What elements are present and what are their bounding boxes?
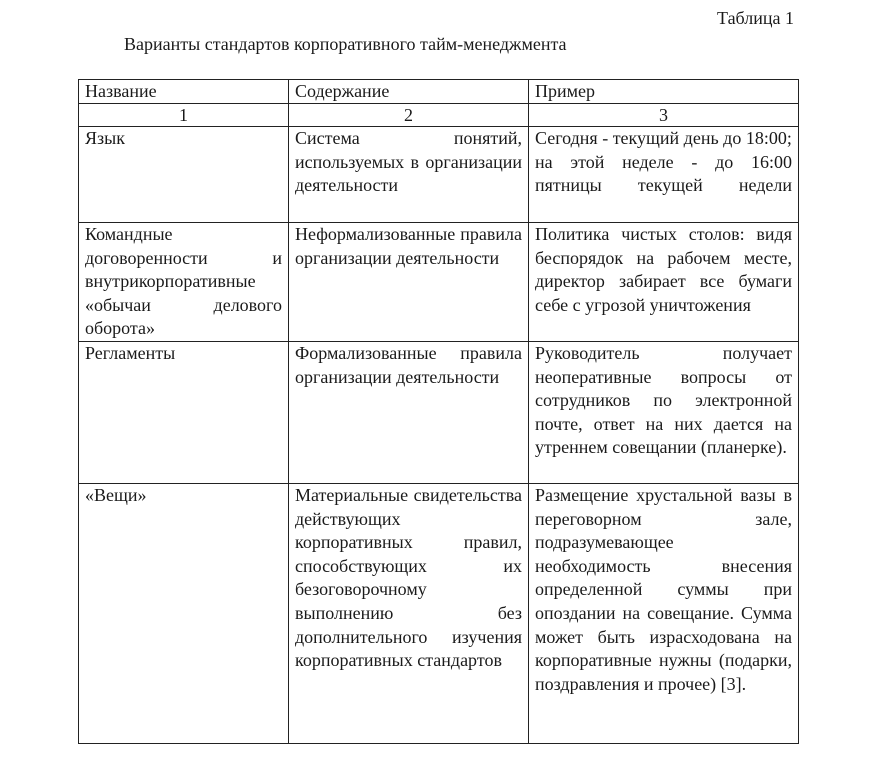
row-example-cell: Размещение хрустальной вазы в переговорном зале, подразумевающее необходимость внесения определенной суммы при опоздании на совещание. Сумма может быть израсходована на корпоративные нужны (подарки, поздравления и прочее) [3]. [529,483,799,743]
column-header-example: Пример [529,80,799,104]
row-content-cell: Система понятий, используемых в организации деятельности [289,127,529,223]
row-name-cell: Командные договоренности и внутрикорпоративные «обычаи делового оборота» [79,223,289,342]
table-row [79,223,799,342]
column-header-content: Содержание [289,80,529,104]
table-header-row [79,80,799,104]
table-row [79,127,799,223]
row-name-cell: Регламенты [79,341,289,483]
row-example-cell: Политика чистых столов: видя беспорядок на рабочем месте, директор забирает все бумаги себе с угрозой уничтожения [529,223,799,342]
column-number: 2 [289,104,529,127]
example-line: на этой неделе - до 16:00 пятницы текущей недели [535,151,792,196]
row-name-cell: Язык [79,127,289,223]
row-content-cell: Материальные свидетельства действующих корпоративных правил, способствующих их безоговорочному выполнению без дополнительного изучения корпоративных стандартов [289,483,529,743]
table-row [79,341,799,483]
row-content-cell: Формализованные правила организации деятельности [289,341,529,483]
row-content-cell: Неформализованные правила организации деятельности [289,223,529,342]
table-title: Варианты стандартов корпоративного тайм-менеджмента [124,34,567,54]
row-example-cell [529,127,799,223]
column-number: 1 [79,104,289,127]
column-header-name: Название [79,80,289,104]
table-row [79,483,799,743]
example-line: Сегодня - текущий день до 18:00; [535,128,792,148]
column-number-row [79,104,799,127]
table-number-label: Таблица 1 [717,8,794,28]
row-example-cell: Руководитель получает неоперативные вопросы от сотрудников по электронной почте, ответ на них дается на утреннем совещании (планерке). [529,341,799,483]
row-name-cell: «Вещи» [79,483,289,743]
column-number: 3 [529,104,799,127]
standards-table [78,79,799,744]
